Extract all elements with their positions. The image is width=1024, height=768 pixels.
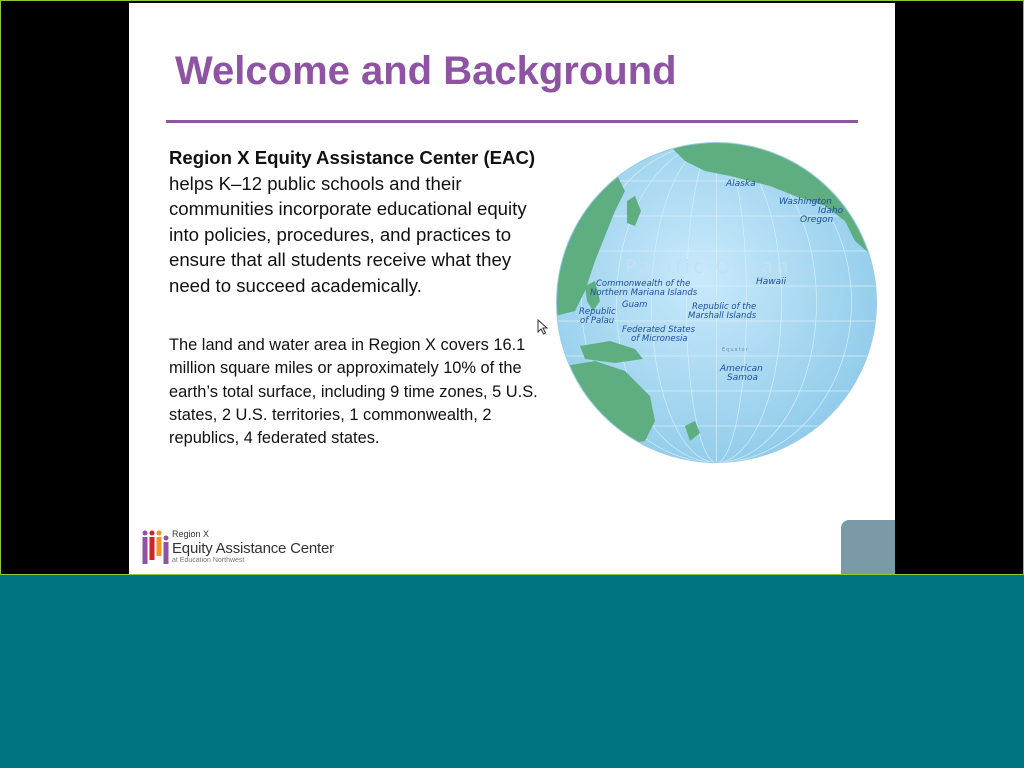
logo-region-text: Region X: [172, 529, 210, 539]
logo-name-text: Equity Assistance Center: [172, 540, 334, 557]
slide-title: Welcome and Background: [175, 49, 677, 93]
label-palau-line2: of Palau: [580, 316, 615, 326]
slide: [129, 3, 895, 574]
bottom-panel: [0, 575, 1024, 768]
label-samoa-line1: American: [720, 364, 763, 374]
label-guam: Guam: [622, 300, 648, 310]
label-washington: Washington: [779, 197, 832, 207]
label-fsm-line1: Federated States: [622, 325, 696, 335]
label-samoa-line2: Samoa: [727, 373, 759, 383]
label-alaska: Alaska: [726, 179, 756, 189]
equator-label: Equator: [722, 347, 749, 353]
people-icon: [141, 530, 169, 564]
intro-paragraph: [169, 145, 539, 298]
logo-subtitle-text: at Education Northwest: [172, 557, 245, 564]
intro-text: helps K–12 public schools and their communities incorporate educational equity into policies, procedures, and practices to ensure that all students receive what they need to succeed academically.: [169, 172, 527, 296]
label-idaho: Idaho: [818, 206, 844, 216]
label-hawaii: Hawaii: [756, 277, 787, 287]
label-oregon: Oregon: [800, 215, 834, 225]
slide-corner-tab: [841, 520, 895, 574]
eac-name: Region X Equity Assistance Center (EAC): [169, 147, 536, 168]
pacific-globe-map: [555, 141, 878, 464]
mouse-cursor-icon: [537, 319, 549, 335]
label-marshall-line2: Marshall Islands: [688, 311, 757, 321]
eac-logo: [141, 526, 361, 568]
region-paragraph: The land and water area in Region X covers 16.1 million square miles or approximately 10% of the earth’s total surface, including 9 time zones, 5 U.S. states, 2 U.S. territories, 1 commonwealth, 2 republics, 4 federated states.: [169, 336, 538, 448]
title-divider: [166, 120, 858, 123]
label-palau-line1: Republic: [579, 307, 616, 317]
label-cnmi-line2: Northern Mariana Islands: [590, 288, 698, 298]
pacific-ocean-label: Pacific Ocean: [625, 256, 792, 278]
label-fsm-line2: of Micronesia: [631, 334, 688, 344]
label-cnmi-line1: Commonwealth of the: [596, 279, 691, 289]
label-marshall-line1: Republic of the: [692, 302, 757, 312]
